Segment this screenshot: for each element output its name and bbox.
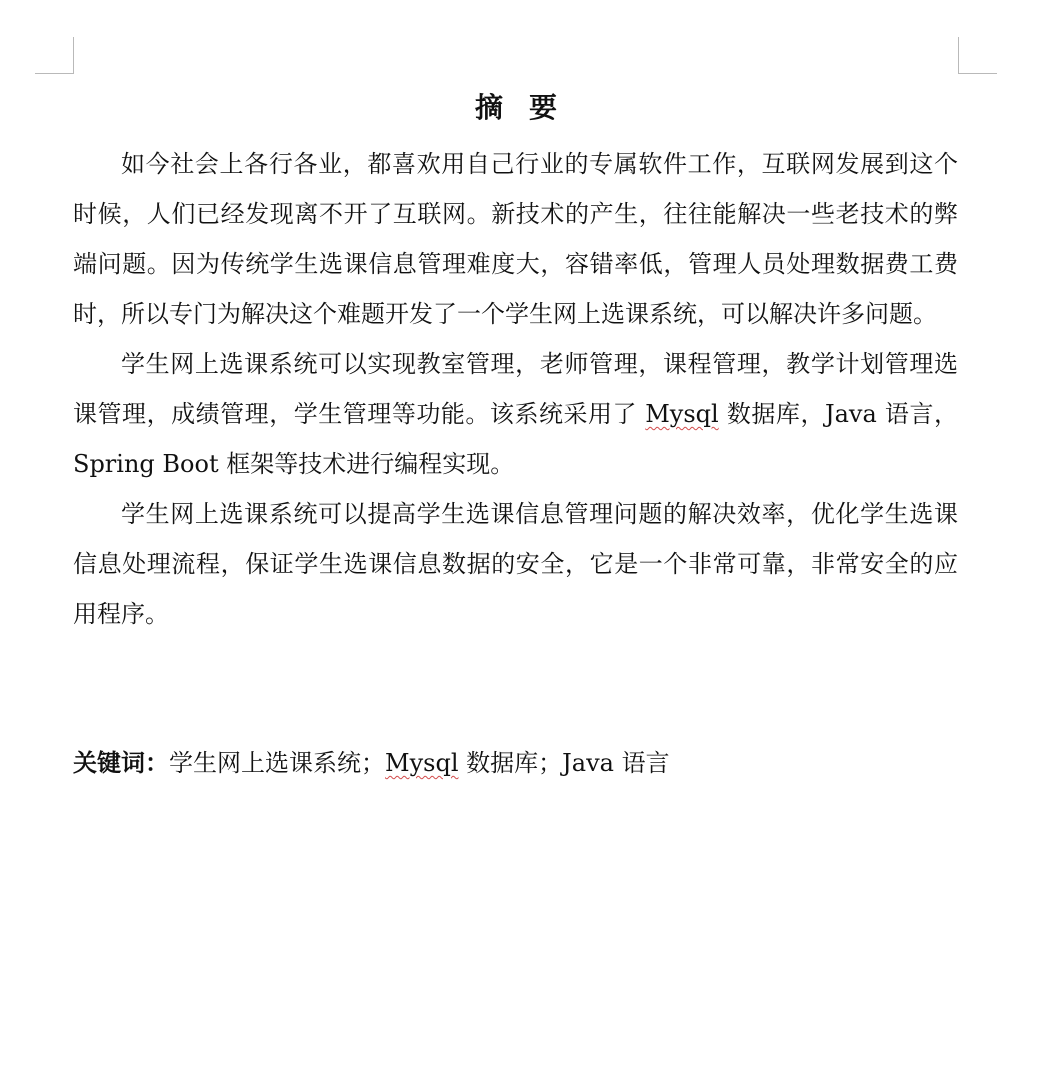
- keywords-line: [73, 738, 958, 788]
- paragraph-features-text-2: 数据库，Java 语言，Spring Boot 框架等技术进行编程实现。: [73, 400, 958, 478]
- spellcheck-word-mysql: Mysql: [645, 400, 719, 428]
- keywords-spellcheck-mysql: Mysql: [385, 749, 459, 777]
- paragraph-intro: 如今社会上各行各业，都喜欢用自己行业的专属软件工作，互联网发展到这个时候，人们已经发现离不开了互联网。新技术的产生，往往能解决一些老技术的弊端问题。因为传统学生选课信息管理难度大，容错率低，管理人员处理数据费工费时，所以专门为解决这个难题开发了一个学生网上选课系统，可以解决许多问题。: [73, 150, 958, 328]
- margin-corner-mark-top-left: [35, 37, 74, 74]
- abstract-heading: [0, 88, 1032, 128]
- keywords-label: 关键词：: [73, 748, 169, 777]
- abstract-body: [73, 139, 958, 639]
- heading-char-second: 要: [529, 91, 558, 124]
- paragraph-features-text-1: 学生网上选课系统可以实现教室管理，老师管理，课程管理，教学计划管理选课管理，成绩管理，学生管理等功能。该系统采用了: [73, 350, 958, 428]
- keywords-text-1: 学生网上选课系统；: [169, 749, 385, 777]
- margin-corner-mark-top-right: [958, 37, 997, 74]
- paragraph-features: [73, 339, 958, 489]
- paragraph-benefits: 学生网上选课系统可以提高学生选课信息管理问题的解决效率，优化学生选课信息处理流程，保证学生选课信息数据的安全，它是一个非常可靠，非常安全的应用程序。: [73, 500, 958, 628]
- keywords-text-2: 数据库；Java 语言: [466, 749, 670, 777]
- heading-char-first: 摘: [474, 91, 503, 124]
